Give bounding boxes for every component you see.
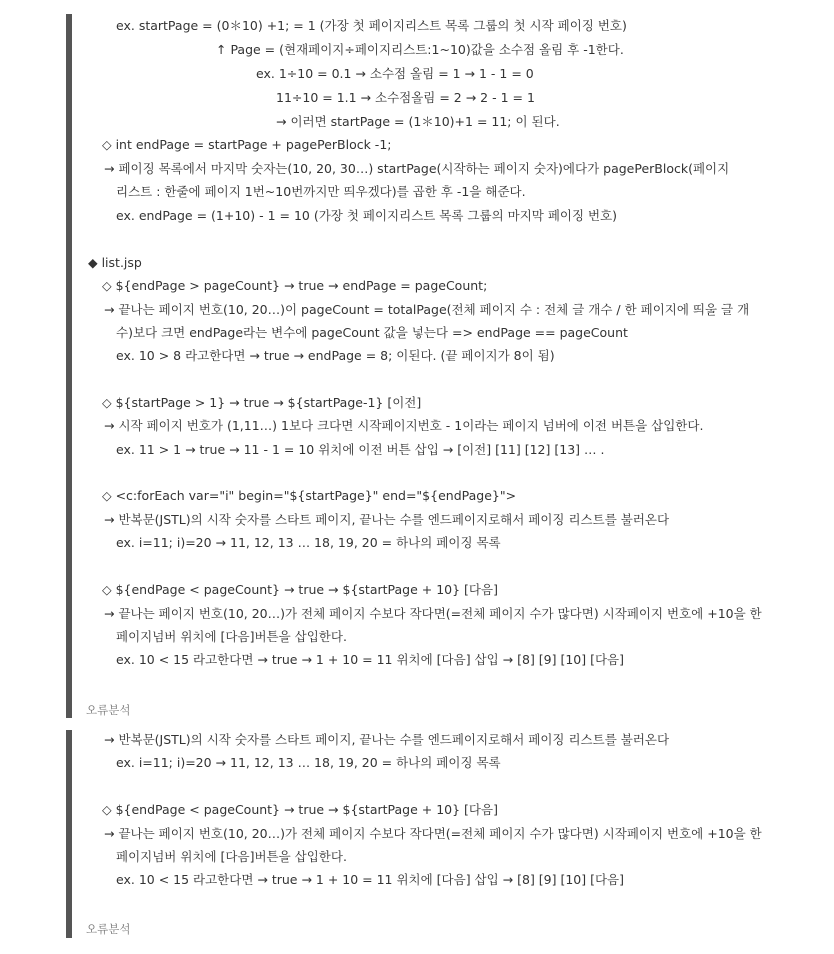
- note-line: ex. 10 < 15 라고한다면 → true → 1 + 10 = 11 위치에 [다음] 삽입 → [8] [9] [10] [다음]: [116, 652, 625, 667]
- note-line: → 페이징 목록에서 마지막 숫자는(10, 20, 30…) startPage(시작하는 페이지 숫자)에다가 pagePerBlock(페이지: [104, 161, 730, 176]
- note-line: → 끝나는 페이지 번호(10, 20…)이 pageCount = totalPage(전체 페이지 수 : 전체 글 개수 / 한 페이지에 띄울 글 개: [104, 302, 750, 317]
- note-line: → 반복문(JSTL)의 시작 숫자를 스타트 페이지, 끝나는 수를 엔드페이지로해서 페이징 리스트를 불러온다: [104, 512, 670, 527]
- note-line: → 시작 페이지 번호가 (1,11…) 1보다 크다면 시작페이지번호 - 1이라는 페이지 넘버에 이전 버튼을 삽입한다.: [104, 418, 704, 433]
- note-line: ex. 10 < 15 라고한다면 → true → 1 + 10 = 11 위치에 [다음] 삽입 → [8] [9] [10] [다음]: [116, 872, 625, 887]
- note-line: ex. endPage = (1+10) - 1 = 10 (가장 첫 페이지리스트 목록 그룹의 마지막 페이징 번호): [116, 208, 618, 223]
- code-note-block-2: [66, 730, 772, 938]
- note-line: ex. i=11; i)=20 → 11, 12, 13 … 18, 19, 20 = 하나의 페이징 목록: [116, 755, 501, 770]
- note-line: ◇ ${endPage > pageCount} → true → endPage = pageCount;: [102, 278, 488, 293]
- note-line: 11÷10 = 1.1 → 소수점올림 = 2 → 2 - 1 = 1: [276, 90, 535, 105]
- section-heading: ◆ list.jsp: [88, 255, 142, 270]
- note-line: 페이지넘버 위치에 [다음]버튼을 삽입한다.: [116, 849, 347, 864]
- note-line: ↑ Page = (현재페이지÷페이지리스트:1~10)값을 소수점 올림 후 -1한다.: [216, 42, 624, 57]
- note-line: ◇ int endPage = startPage + pagePerBlock -1;: [102, 137, 392, 152]
- note-line: 수)보다 크면 endPage라는 변수에 pageCount 값을 넣는다 => endPage == pageCount: [116, 325, 628, 340]
- note-line: ◇ ${endPage < pageCount} → true → ${startPage + 10} [다음]: [102, 802, 498, 817]
- note-line: ex. 1÷10 = 0.1 → 소수점 올림 = 1 → 1 - 1 = 0: [256, 66, 534, 81]
- note-line: ex. 11 > 1 → true → 11 - 1 = 10 위치에 이전 버튼 삽입 → [이전] [11] [12] [13] … .: [116, 442, 605, 457]
- note-line: ex. i=11; i)=20 → 11, 12, 13 … 18, 19, 20 = 하나의 페이징 목록: [116, 535, 501, 550]
- note-line: → 이러면 startPage = (1＊10)+1 = 11; 이 된다.: [276, 114, 560, 129]
- note-line: ◇ ${startPage > 1} → true → ${startPage-1} [이전]: [102, 395, 422, 410]
- note-line: 리스트 : 한줄에 페이지 1번~10번까지만 띄우겠다)를 곱한 후 -1을 해준다.: [116, 184, 526, 199]
- note-line: 페이지넘버 위치에 [다음]버튼을 삽입한다.: [116, 629, 347, 644]
- block-caption: 오류분석: [86, 922, 131, 936]
- note-line: → 끝나는 페이지 번호(10, 20…)가 전체 페이지 수보다 작다면(=전체 페이지 수가 많다면) 시작페이지 번호에 +10을 한: [104, 826, 762, 841]
- note-line: ex. 10 > 8 라고한다면 → true → endPage = 8; 이된다. (끝 페이지가 8이 됨): [116, 348, 555, 363]
- note-line: ex. startPage = (0＊10) +1; = 1 (가장 첫 페이지리스트 목록 그룹의 첫 시작 페이징 번호): [116, 18, 627, 33]
- note-line: ◇ ${endPage < pageCount} → true → ${startPage + 10} [다음]: [102, 582, 498, 597]
- note-line: ◇ <c:forEach var="i" begin="${startPage}" end="${endPage}">: [102, 488, 517, 503]
- code-note-block-1: [66, 14, 772, 718]
- block-caption: 오류분석: [86, 703, 131, 717]
- note-line: → 끝나는 페이지 번호(10, 20…)가 전체 페이지 수보다 작다면(=전체 페이지 수가 많다면) 시작페이지 번호에 +10을 한: [104, 606, 762, 621]
- note-line: → 반복문(JSTL)의 시작 숫자를 스타트 페이지, 끝나는 수를 엔드페이지로해서 페이징 리스트를 불러온다: [104, 732, 670, 747]
